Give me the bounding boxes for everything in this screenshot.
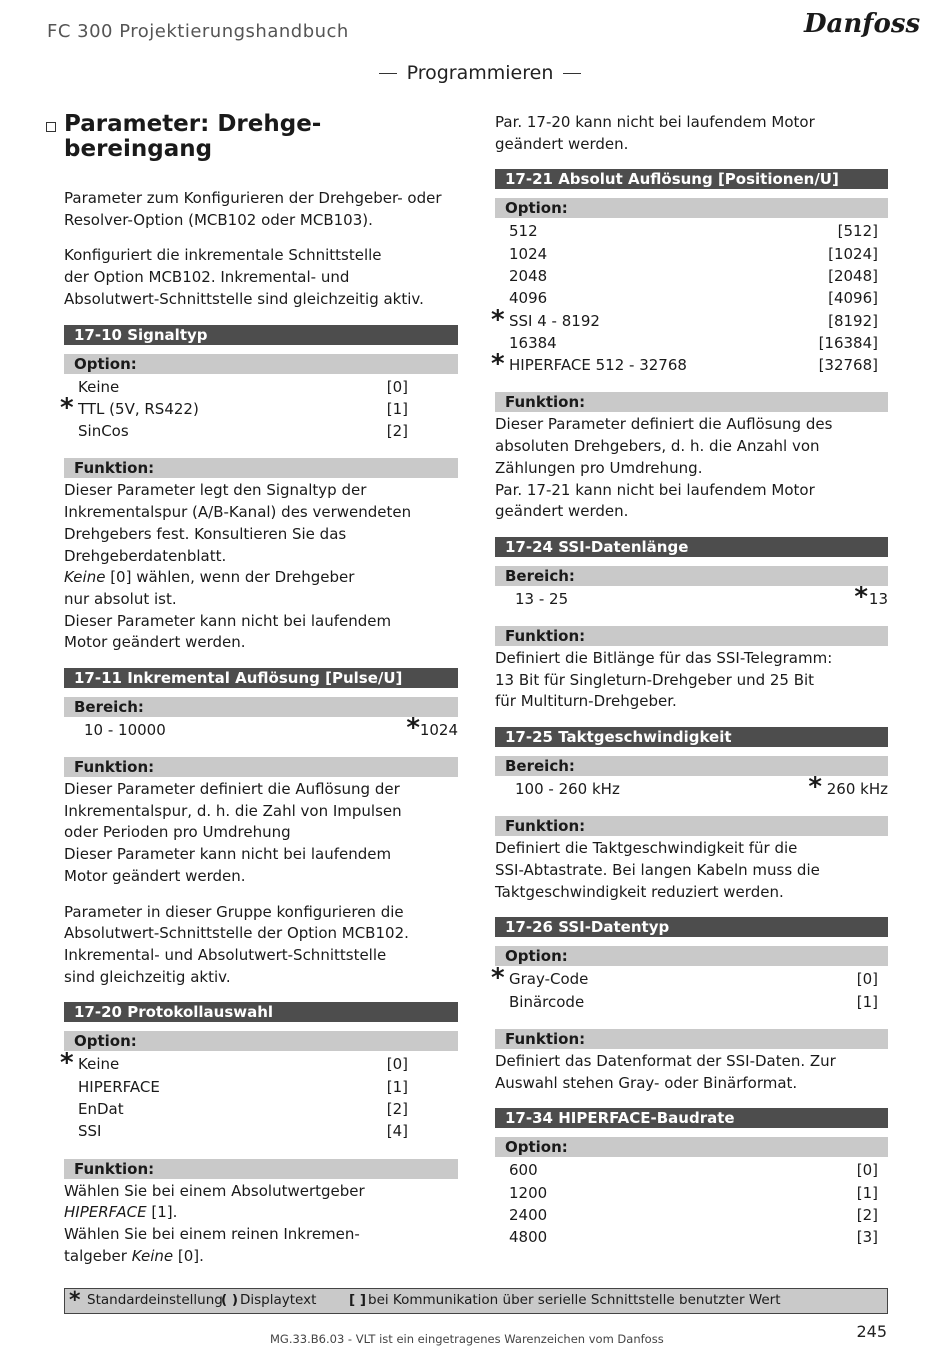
checkbox-icon	[46, 122, 56, 132]
legend-bar	[64, 1288, 888, 1314]
option-row: SinCos [2]	[78, 422, 408, 441]
intro-paragraph: Konfiguriert die inkrementale Schnittstelle der Option MCB102. Inkremental- und Absolutwert-Schnittstelle sind gleichzeitig aktiv.	[64, 246, 424, 308]
function-text: Definiert die Taktgeschwindigkeit für die SSI-Abtastrate. Bei langen Kabeln muss die Taktgeschwindigkeit reduziert werden.	[495, 839, 820, 901]
legend-paren-symbol: ( )	[221, 1292, 239, 1308]
range-row: 100 - 260 kHz * 260 kHz	[515, 772, 888, 803]
option-row: * HIPERFACE 512 - 32768 [32768]	[491, 349, 878, 380]
option-row: SSI [4]	[78, 1122, 408, 1141]
option-row: 4800 [3]	[509, 1228, 878, 1247]
default-star-icon: *	[60, 392, 74, 423]
function-label: Funktion:	[64, 757, 458, 777]
option-row: * Gray-Code [0]	[491, 963, 878, 994]
default-star-icon: *	[808, 772, 822, 803]
function-label: Funktion:	[64, 1159, 458, 1179]
document-title: FC 300 Projektierungshandbuch	[47, 21, 349, 42]
option-row: * TTL (5V, RS422) [1]	[60, 392, 408, 423]
group-intro-paragraph: Parameter in dieser Gruppe konfigurieren die Absolutwert-Schnittstelle der Option MCB102. Inkremental- und Absolutwert-Schnittstelle sind gleichzeitig aktiv.	[64, 902, 409, 986]
option-label: Option:	[495, 946, 888, 966]
default-star-icon: *	[69, 1288, 81, 1313]
default-star-icon: *	[854, 582, 868, 612]
page-heading: Parameter: Drehge- bereingang	[64, 112, 458, 162]
left-column	[60, 111, 458, 1267]
option-label: Option:	[495, 1137, 888, 1157]
option-row: 600 [0]	[509, 1161, 878, 1180]
function-text: Definiert die Bitlänge für das SSI-Telegramm: 13 Bit für Singleturn-Drehgeber und 25 Bit für Multiturn-Drehgeber.	[495, 649, 833, 711]
function-label: Funktion:	[495, 816, 888, 836]
right-column	[491, 112, 888, 1248]
option-row: 2400 [2]	[509, 1205, 878, 1224]
range-row: 13 - 25 * 13	[515, 582, 888, 612]
default-star-icon: *	[60, 1048, 74, 1079]
function-label: Funktion:	[64, 458, 458, 478]
function-text: Dieser Parameter definiert die Auflösung des absoluten Drehgebers, d. h. die Anzahl von Zählungen pro Umdrehung. Par. 17-21 kann nicht bei laufendem Motor geändert werden.	[495, 415, 833, 521]
option-row: * SSI 4 - 8192 [8192]	[491, 304, 878, 335]
section-title: Programmieren	[365, 62, 595, 84]
option-row: 1200 [1]	[509, 1183, 878, 1202]
option-label: Option:	[495, 198, 888, 218]
option-row: 2048 [2048]	[509, 267, 878, 285]
param-header-17-10: 17-10 Signaltyp	[64, 325, 458, 345]
default-star-icon: *	[406, 713, 420, 744]
danfoss-logo	[800, 4, 921, 44]
function-text: Dieser Parameter legt den Signaltyp der Inkrementalspur (A/B-Kanal) des verwendeten Drehgebers fest. Konsultieren Sie das Drehgeberdatenblatt. Keine [0] wählen, wenn der Drehgeber nur absolut ist. Dieser Parameter kann nicht bei laufendem Motor geändert werden.	[64, 481, 412, 652]
option-row: 512 [512]	[509, 222, 878, 241]
page-number: 245	[856, 1322, 887, 1341]
param-header-17-34: 17-34 HIPERFACE-Baudrate	[495, 1108, 888, 1128]
option-row: Binärcode [1]	[509, 992, 878, 1011]
function-label: Funktion:	[495, 392, 888, 412]
option-row: EnDat [2]	[78, 1099, 408, 1118]
function-text: Dieser Parameter definiert die Auflösung der Inkrementalspur, d. h. die Zahl von Impulsen oder Perioden pro Umdrehung Dieser Parameter kann nicht bei laufendem Motor geändert werden.	[64, 780, 402, 885]
default-star-icon: *	[491, 349, 505, 380]
legend-bracket-text: bei Kommunikation über serielle Schnittstelle benutzter Wert	[368, 1292, 781, 1308]
continued-text: Par. 17-20 kann nicht bei laufendem Motor geändert werden.	[495, 113, 815, 153]
function-text: Definiert das Datenformat der SSI-Daten. Zur Auswahl stehen Gray- oder Binärformat.	[495, 1051, 836, 1092]
option-label: Option:	[64, 354, 458, 374]
legend-default-text: Standardeinstellung	[87, 1292, 223, 1308]
param-header-17-25: 17-25 Taktgeschwindigkeit	[495, 727, 888, 747]
option-row: 4096 [4096]	[509, 289, 878, 308]
function-label: Funktion:	[495, 1029, 888, 1049]
option-row: HIPERFACE [1]	[78, 1077, 408, 1096]
footer-text: MG.33.B6.03 - VLT ist ein eingetragenes Warenzeichen vom Danfoss	[270, 1332, 664, 1346]
range-label: Bereich:	[64, 697, 458, 717]
param-header-17-26: 17-26 SSI-Datentyp	[495, 917, 888, 937]
range-label: Bereich:	[495, 566, 888, 586]
intro-paragraph: Parameter zum Konfigurieren der Drehgeber- oder Resolver-Option (MCB102 oder MCB103).	[64, 189, 442, 229]
param-header-17-21: 17-21 Absolut Auflösung [Positionen/U]	[495, 169, 888, 189]
legend-bracket-symbol: [ ]	[349, 1292, 367, 1308]
function-text: Wählen Sie bei einem Absolutwertgeber HIPERFACE [1]. Wählen Sie bei einem reinen Inkremen- talgeber Keine [0].	[64, 1181, 365, 1265]
option-row: 16384 [16384]	[509, 333, 878, 352]
legend-display-text: Displaytext	[240, 1292, 317, 1308]
default-star-icon: *	[491, 304, 505, 335]
param-header-17-20: 17-20 Protokollauswahl	[64, 1002, 458, 1022]
param-header-17-24: 17-24 SSI-Datenlänge	[495, 537, 888, 557]
range-row: 10 - 10000 * 1024	[84, 713, 458, 744]
param-header-17-11: 17-11 Inkremental Auflösung [Pulse/U]	[64, 668, 458, 688]
option-label: Option:	[64, 1031, 458, 1051]
option-row: Keine [0]	[78, 377, 408, 396]
function-label: Funktion:	[495, 626, 888, 646]
option-row: 1024 [1024]	[509, 244, 878, 263]
default-star-icon: *	[491, 963, 505, 994]
range-label: Bereich:	[495, 756, 888, 776]
svg-text:Danfoss: Danfoss	[804, 9, 921, 39]
option-row: * Keine [0]	[60, 1048, 408, 1079]
